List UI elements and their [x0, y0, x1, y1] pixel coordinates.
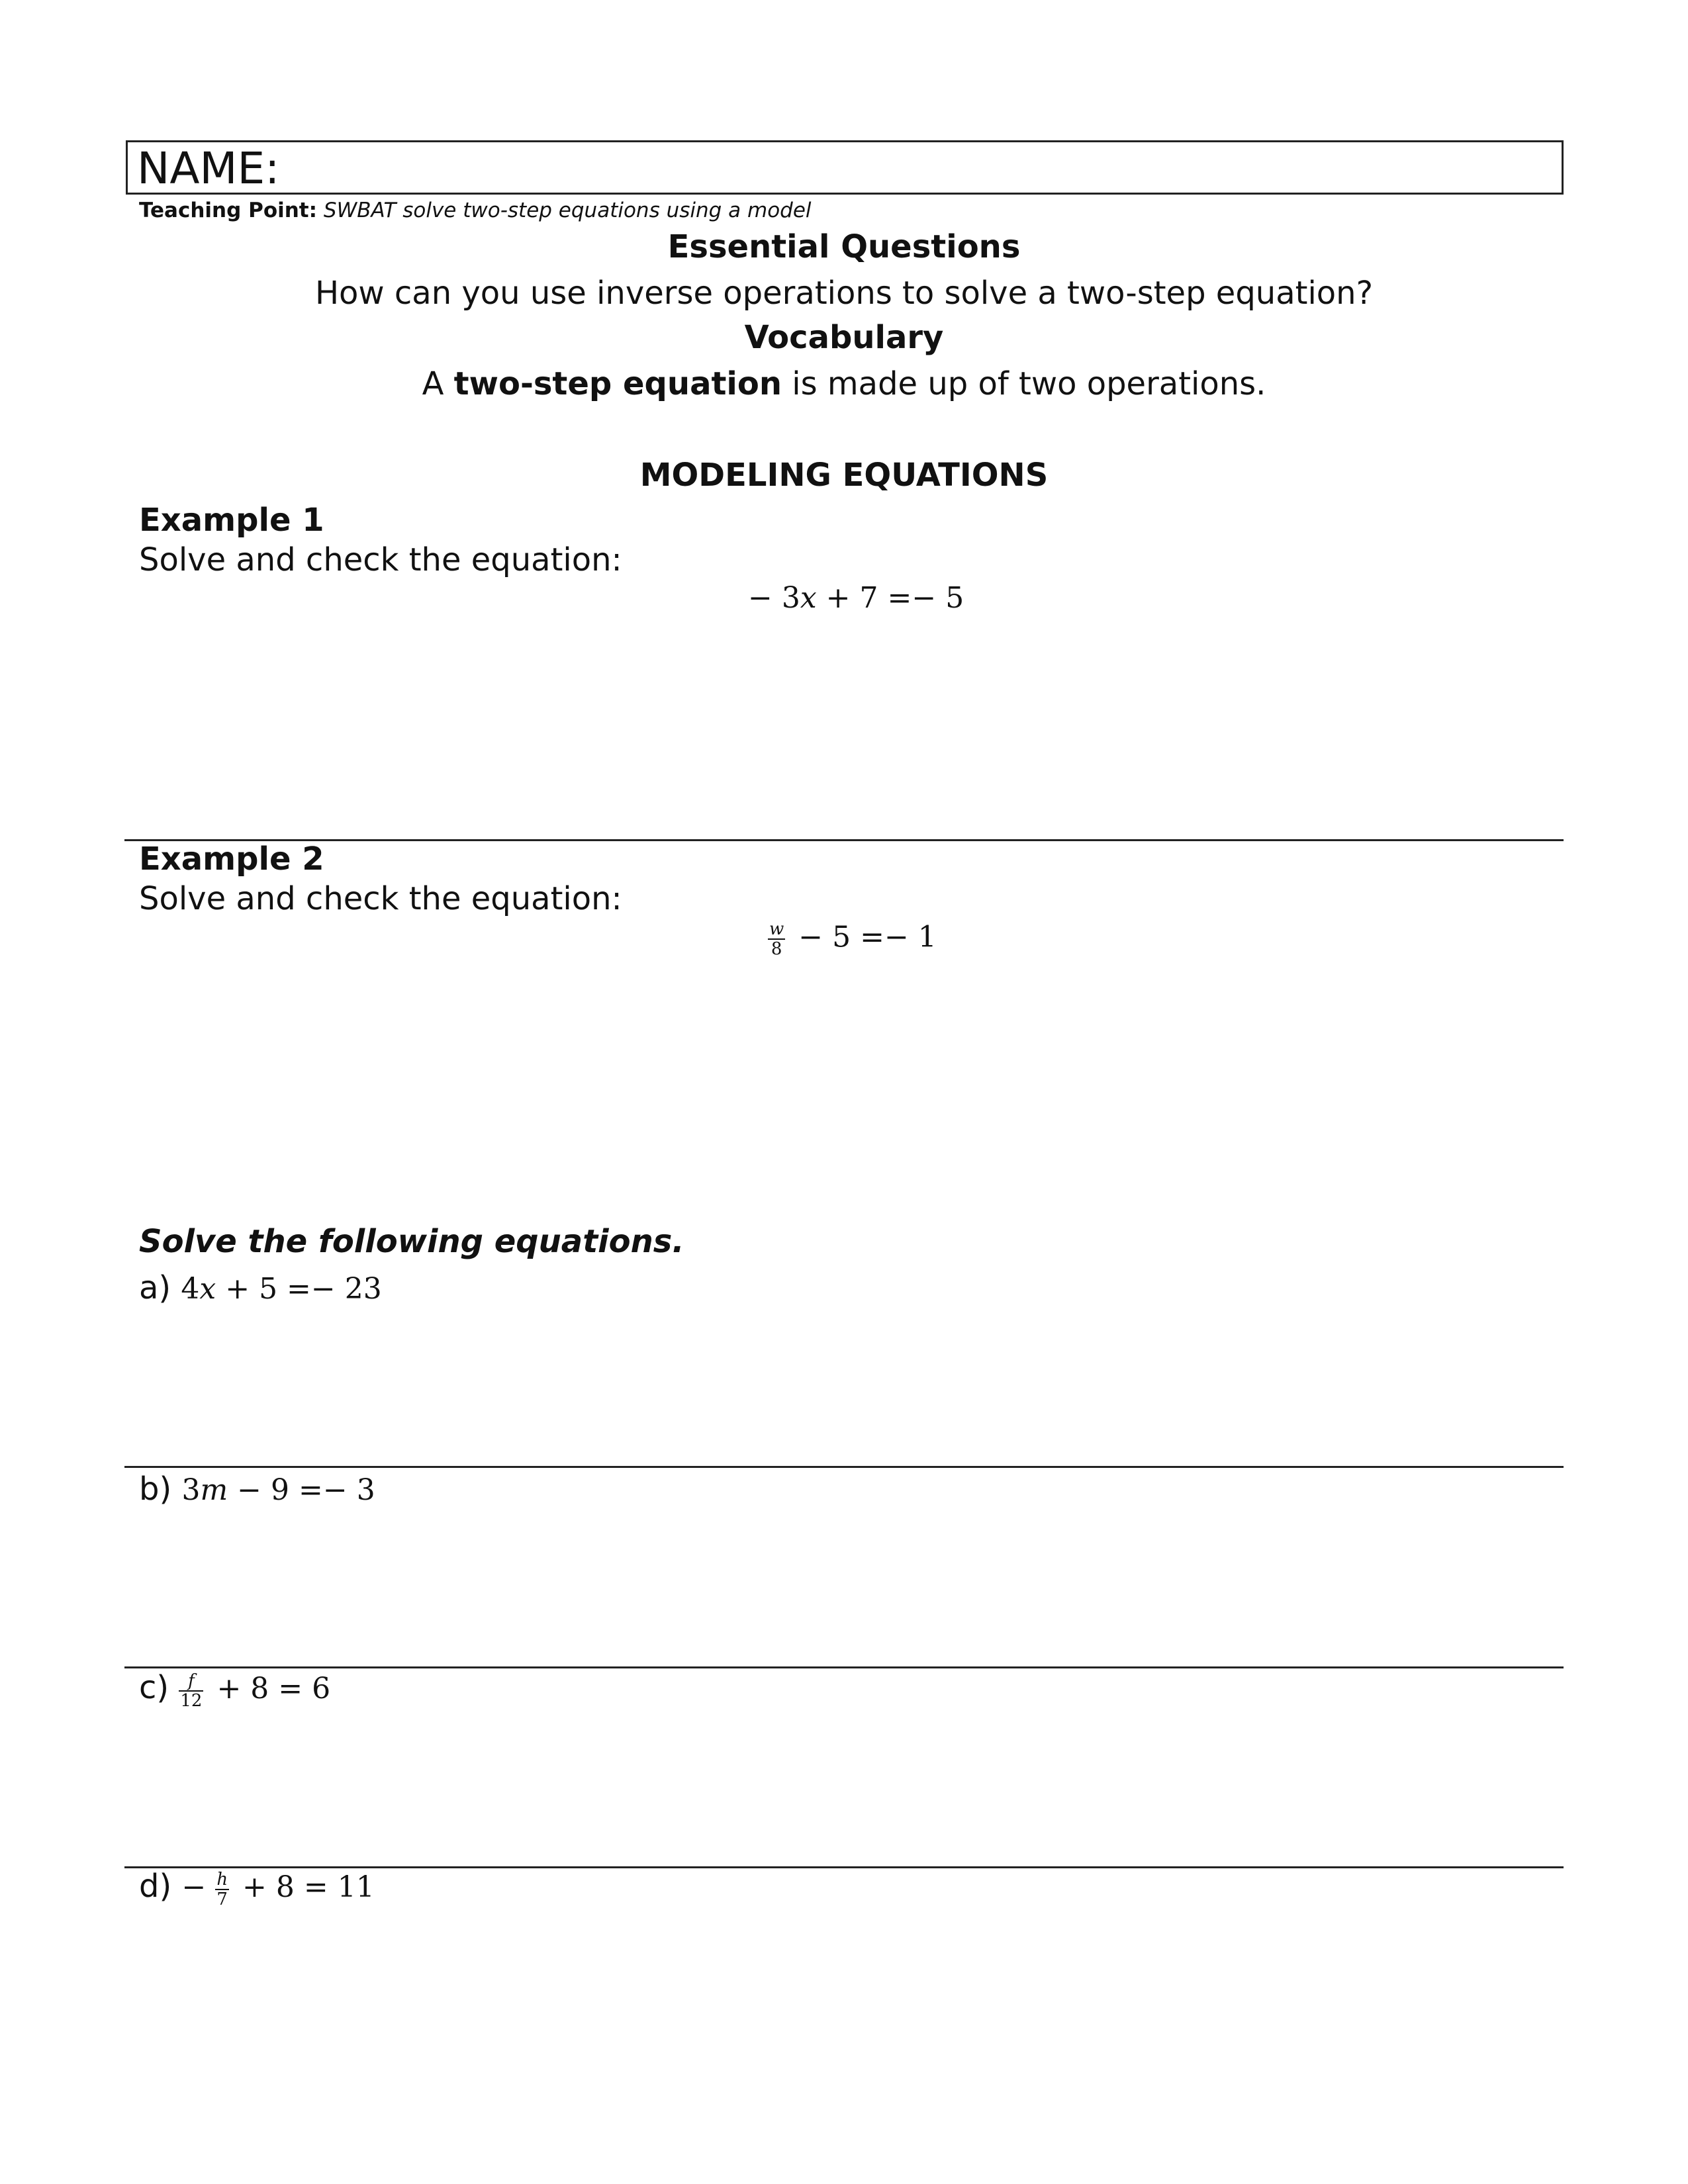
example2-equation: [768, 920, 937, 958]
example1-equation: [748, 581, 964, 615]
vocab-term: two-step equation: [453, 365, 782, 402]
problem-a-var: x: [199, 1272, 216, 1306]
vocab-prefix: A: [422, 365, 454, 402]
example1-title: Example 1: [139, 502, 324, 539]
vocabulary-title: Vocabulary: [744, 319, 944, 356]
problem-d-fraction: [215, 1870, 229, 1909]
ex1-eq-pre: − 3: [748, 581, 800, 615]
problem-d-label: d): [139, 1868, 182, 1905]
teaching-point: [139, 199, 812, 222]
practice-title: Solve the following equations.: [139, 1223, 684, 1260]
problem-b-var: m: [200, 1473, 228, 1507]
problem-c-post: + 8 = 6: [207, 1672, 331, 1706]
ex1-eq-post: + 7 =− 5: [816, 581, 964, 615]
problem-c-label: c): [139, 1669, 179, 1706]
ex2-frac-den: 8: [771, 939, 782, 959]
vocab-suffix: is made up of two operations.: [782, 365, 1266, 402]
problem-b-post: − 9 =− 3: [228, 1473, 375, 1507]
problem-c-frac-den: 12: [180, 1690, 203, 1711]
problem-c-frac-num: f: [179, 1672, 203, 1692]
divider-2: [124, 1466, 1564, 1468]
divider-1: [124, 839, 1564, 841]
name-label: NAME:: [137, 143, 280, 194]
problem-d-post: + 8 = 11: [233, 1870, 375, 1904]
essential-question: How can you use inverse operations to solve a two-step equation?: [314, 275, 1374, 312]
ex2-fraction: [768, 920, 785, 958]
problem-c-fraction: [179, 1672, 203, 1710]
essential-questions-title: Essential Questions: [667, 228, 1021, 265]
problem-d-frac-den: 7: [216, 1889, 228, 1909]
problem-a-label: a): [139, 1269, 181, 1306]
section-title: MODELING EQUATIONS: [639, 457, 1049, 494]
problem-b-label: b): [139, 1471, 182, 1508]
problem-a: [139, 1269, 382, 1306]
problem-d-pre: −: [181, 1870, 216, 1904]
vocabulary-definition: [0, 365, 1688, 402]
problem-b-pre: 3: [181, 1473, 201, 1507]
teaching-point-text: SWBAT solve two-step equations using a model: [323, 199, 812, 222]
teaching-point-label: Teaching Point:: [139, 199, 318, 222]
problem-a-pre: 4: [181, 1272, 200, 1306]
example2-title: Example 2: [139, 841, 324, 878]
example1-instruction: Solve and check the equation:: [139, 541, 622, 578]
ex2-frac-num: w: [769, 919, 784, 939]
ex2-eq-post: − 5 =− 1: [789, 920, 937, 954]
name-field[interactable]: [126, 140, 1564, 195]
problem-d-frac-num: h: [216, 1869, 228, 1889]
divider-3: [124, 1666, 1564, 1668]
example2-instruction: Solve and check the equation:: [139, 880, 622, 917]
ex1-eq-var: x: [800, 581, 817, 615]
problem-b: [139, 1471, 375, 1508]
problem-d: [139, 1868, 375, 1909]
problem-a-post: + 5 =− 23: [216, 1272, 382, 1306]
problem-c: [139, 1669, 330, 1710]
